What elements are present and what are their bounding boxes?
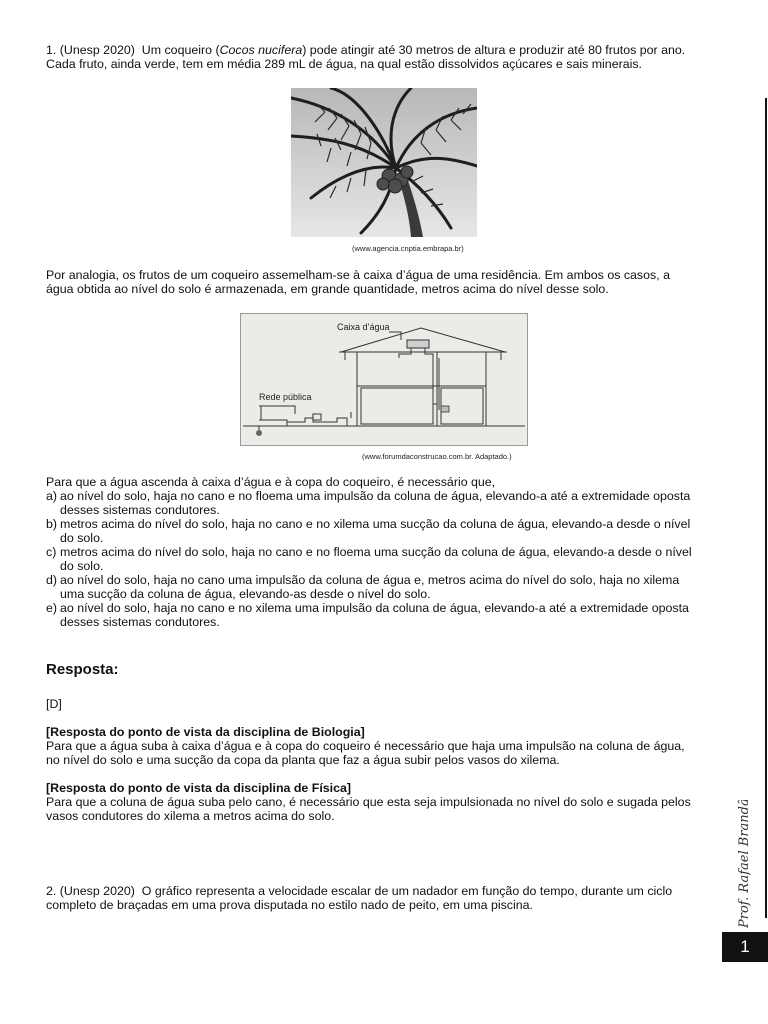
option-b-label: b) [46,517,58,531]
analogy-line1: Por analogia, os frutos de um coqueiro assemelham-se à caixa d’água de uma residência. Em ambos os casos, a [46,268,670,282]
answer-heading: Resposta: [46,661,119,678]
option-c-line2: do solo. [60,559,104,573]
option-d-label: d) [46,573,58,587]
q2-line1 [46,884,726,898]
biology-answer-line2: no nível do solo e uma sucção da copa da planta que faz a água subir pelos vasos do xilema. [46,753,560,767]
q1-stem: Para que a água ascenda à caixa d’água e à copa do coqueiro, é necessário que, [46,475,496,489]
q1-source: (Unesp 2020) [59,43,135,57]
q2-line2: completo de braçadas em uma prova disputada no estilo nado de peito, em uma piscina. [46,898,533,912]
option-b-line2: do solo. [60,531,104,545]
biology-answer-heading: [Resposta do ponto de vista da disciplina de Biologia] [46,725,365,739]
water-tank-diagram [240,313,528,446]
palm-illustration [291,88,477,237]
q1-intro-line2: Cada fruto, ainda verde, tem em média 289 mL de água, na qual estão dissolvidos açúcares e sais minerais. [46,57,642,71]
option-a-line1: ao nível do solo, haja no cano e no floema uma impulsão da coluna de água, elevando-a até a extremidade oposta [60,489,691,503]
biology-answer [46,725,726,767]
option-c-line1: metros acima do nível do solo, haja no cano e no floema uma sucção da coluna de água, elevando-a desde o nível [60,545,692,559]
house-diagram-illustration [241,314,527,445]
option-a-label: a) [46,489,58,503]
page-number: 1 [722,932,768,962]
option-b [46,517,726,545]
q1-text: Um coqueiro ( [141,43,220,57]
q2-text: O gráfico representa a velocidade escalar de um nadador em função do tempo, durante um ciclo [141,884,673,898]
option-d-line1: ao nível do solo, haja no cano uma impulsão da coluna de água e, metros acima do nível do solo, haja no xilema [60,573,680,587]
q1-species: Cocos nucifera [219,43,303,57]
q1-text-after: ) pode atingir até 30 metros de altura e produzir até 80 frutos por ano. [302,43,686,57]
physics-answer-heading: [Resposta do ponto de vista da disciplina de Física] [46,781,352,795]
label-rede-publica: Rede pública [259,392,312,402]
option-b-line1: metros acima do nível do solo, haja no cano e no xilema uma sucção da coluna de água, elevando-a desde o nível [60,517,691,531]
q1-intro-line1 [46,43,726,57]
photo-credit: (www.agencia.cnptia.embrapa.br) [352,244,464,253]
author-signature [726,800,756,930]
biology-answer-line1: Para que a água suba à caixa d’água e à copa do coqueiro é necessário que haja uma impulsão na coluna de água, [46,739,685,753]
q1-stem-and-options [46,475,726,629]
option-e-line2: desses sistemas condutores. [60,615,220,629]
label-caixa-dagua: Caixa d’água [337,322,390,332]
margin-rule [765,98,767,918]
option-e [46,601,726,629]
physics-answer-line2: vasos condutores do xilema a metros acima do solo. [46,809,335,823]
q1-intro [46,43,726,71]
option-d [46,573,726,601]
q2-number: 2. [46,884,57,898]
option-e-label: e) [46,601,58,615]
analogy-paragraph [46,268,726,296]
diagram-credit: (www.forumdaconstrucao.com.br. Adaptado.) [362,452,512,461]
signature-text: Prof. Rafael Brandão [737,800,752,928]
physics-answer [46,781,726,823]
option-c [46,545,726,573]
answer-letter: [D] [46,697,62,711]
analogy-line2: água obtida ao nível do solo é armazenada, em grande quantidade, metros acima do nível desse solo. [46,282,609,296]
option-a-line2: desses sistemas condutores. [60,503,220,517]
option-a [46,489,726,517]
option-e-line1: ao nível do solo, haja no cano e no xilema uma impulsão da coluna de água, elevando-a até a extremidade oposta [60,601,689,615]
option-d-line2: uma sucção da coluna de água, elevando-as desde o nível do solo. [60,587,431,601]
coconut-palm-photo [291,88,477,237]
q1-number: 1. [46,43,57,57]
option-c-label: c) [46,545,57,559]
q2-source: (Unesp 2020) [59,884,135,898]
q2-intro [46,884,726,912]
physics-answer-line1: Para que a coluna de água suba pelo cano, é necessário que esta seja impulsionada no nível do solo e sugada pelos [46,795,691,809]
signature-graphic [726,800,756,930]
